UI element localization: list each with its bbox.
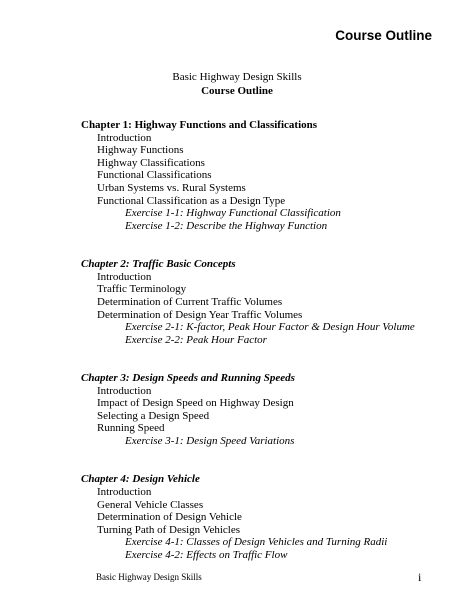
topic-item: Introduction <box>97 486 152 499</box>
topic-item: Turning Path of Design Vehicles <box>97 523 240 536</box>
chapter-section <box>81 258 461 346</box>
exercise-item: Exercise 4-1: Classes of Design Vehicles and Turning Radii <box>125 536 388 549</box>
chapter-title: Chapter 3: Design Speeds and Running Speeds <box>81 372 295 385</box>
topic-item: Highway Classifications <box>97 156 205 169</box>
topic-item: Impact of Design Speed on Highway Design <box>97 397 294 410</box>
topic-item: General Vehicle Classes <box>97 498 204 511</box>
exercise-item: Exercise 1-2: Describe the Highway Function <box>125 219 328 232</box>
topic-item: Introduction <box>97 270 152 283</box>
topic-item: Urban Systems vs. Rural Systems <box>97 181 246 194</box>
chapter-section <box>81 372 461 448</box>
exercise-item: Exercise 1-1: Highway Functional Classification <box>125 207 341 220</box>
exercise-item: Exercise 3-1: Design Speed Variations <box>125 435 295 448</box>
chapter-section <box>81 119 461 232</box>
topic-item: Functional Classifications <box>97 169 212 182</box>
chapter-list <box>81 119 461 587</box>
exercise-item: Exercise 2-2: Peak Hour Factor <box>125 333 267 346</box>
document-subtitle: Course Outline <box>201 85 273 97</box>
topic-item: Running Speed <box>97 422 165 435</box>
topic-item: Functional Classification as a Design Type <box>97 194 286 207</box>
chapter-section <box>81 473 461 561</box>
topic-item: Selecting a Design Speed <box>97 409 210 422</box>
topic-item: Determination of Current Traffic Volumes <box>97 295 283 308</box>
document-title: Basic Highway Design Skills <box>172 71 302 83</box>
exercise-item: Exercise 4-2: Effects on Traffic Flow <box>125 549 288 562</box>
exercise-item: Exercise 2-1: K-factor, Peak Hour Factor & Design Hour Volume <box>125 321 415 334</box>
document-heading <box>0 70 474 98</box>
chapter-title: Chapter 2: Traffic Basic Concepts <box>81 258 236 271</box>
chapter-title: Chapter 1: Highway Functions and Classifications <box>81 119 318 131</box>
topic-item: Highway Functions <box>97 144 184 157</box>
topic-item: Determination of Design Vehicle <box>97 511 242 524</box>
topic-item: Introduction <box>97 131 152 144</box>
footer-title: Basic Highway Design Skills <box>96 572 202 582</box>
topic-item: Determination of Design Year Traffic Volumes <box>97 308 303 321</box>
topic-item: Introduction <box>97 384 152 397</box>
chapter-title: Chapter 4: Design Vehicle <box>81 473 200 486</box>
header-title: Course Outline <box>335 28 432 43</box>
topic-item: Traffic Terminology <box>97 283 187 296</box>
page-number: i <box>418 570 422 584</box>
